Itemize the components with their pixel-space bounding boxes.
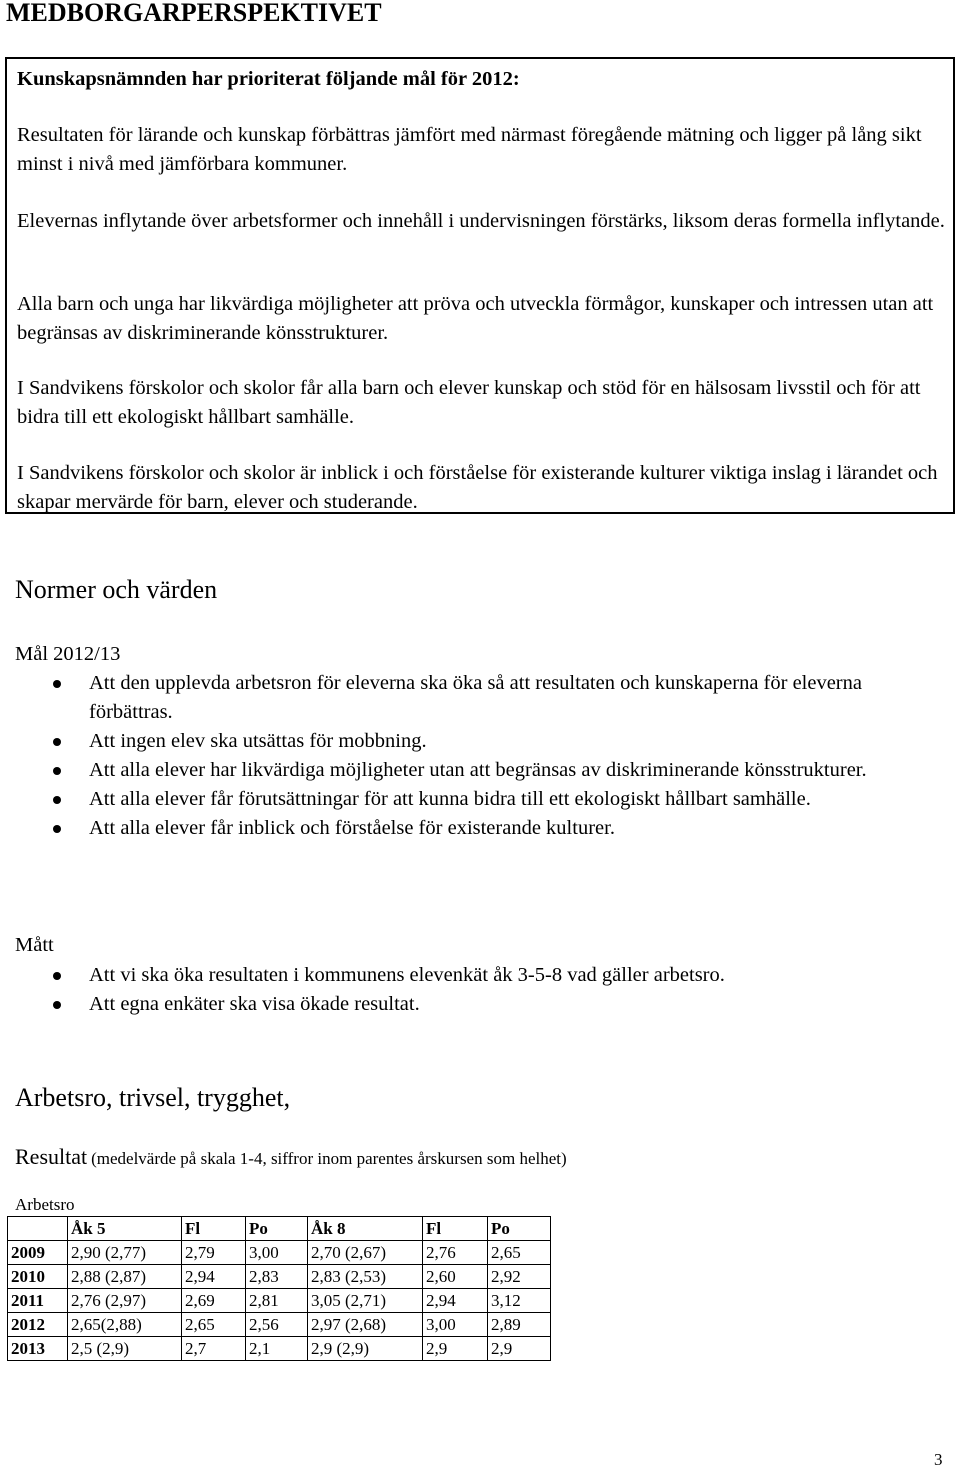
column-header: Po bbox=[488, 1217, 551, 1241]
table-cell: 2,56 bbox=[246, 1313, 308, 1337]
bullet-icon bbox=[53, 767, 61, 775]
table-cell: 2,7 bbox=[182, 1337, 246, 1361]
result-note: (medelvärde på skala 1-4, siffror inom parentes årskursen som helhet) bbox=[91, 1149, 567, 1168]
table-cell: 2013 bbox=[8, 1337, 68, 1361]
result-line bbox=[15, 1142, 567, 1175]
goal-paragraph: Resultaten för lärande och kunskap förbättras jämfört med närmast föregående mätning och ligger på lång sikt minst i nivå med jämförbara kommuner. bbox=[17, 124, 922, 175]
table-cell: 2,9 (2,9) bbox=[308, 1337, 423, 1361]
bullet-icon bbox=[53, 738, 61, 746]
bullet-icon bbox=[53, 680, 61, 688]
table-cell: 2,76 (2,97) bbox=[68, 1289, 182, 1313]
table-row bbox=[8, 1289, 551, 1313]
table-row bbox=[8, 1337, 551, 1361]
column-header bbox=[8, 1217, 68, 1241]
table-cell: 2010 bbox=[8, 1265, 68, 1289]
column-header: Åk 8 bbox=[308, 1217, 423, 1241]
table-row bbox=[8, 1313, 551, 1337]
table-header-row bbox=[8, 1217, 551, 1241]
table-cell: 2,92 bbox=[488, 1265, 551, 1289]
column-header: Fl bbox=[182, 1217, 246, 1241]
table-cell: 2,69 bbox=[182, 1289, 246, 1313]
bullet-icon bbox=[53, 1001, 61, 1009]
goal-paragraph: Alla barn och unga har likvärdiga möjligheter att pröva och utveckla förmågor, kunskaper och intressen utan att begränsas av diskriminerande könsstrukturer. bbox=[17, 293, 934, 344]
bullet-icon bbox=[53, 796, 61, 804]
table-cell: 2,65 bbox=[488, 1241, 551, 1265]
list-item: Att egna enkäter ska visa ökade resultat. bbox=[0, 990, 929, 1019]
table-cell: 2011 bbox=[8, 1289, 68, 1313]
table-cell: 2,70 (2,67) bbox=[308, 1241, 423, 1265]
goals-label: Mål 2012/13 bbox=[15, 643, 121, 665]
measures-label: Mått bbox=[15, 934, 54, 956]
table-cell: 2,5 (2,9) bbox=[68, 1337, 182, 1361]
list-item: Att alla elever får inblick och förståelse för existerande kulturer. bbox=[0, 814, 929, 843]
column-header: Åk 5 bbox=[68, 1217, 182, 1241]
table-cell: 2,94 bbox=[182, 1265, 246, 1289]
table-cell: 2,9 bbox=[423, 1337, 488, 1361]
page-number: 3 bbox=[934, 1450, 943, 1469]
table-cell: 2,97 (2,68) bbox=[308, 1313, 423, 1337]
page-heading: MEDBORGARPERSPEKTIVET bbox=[6, 0, 382, 27]
goal-paragraph: I Sandvikens förskolor och skolor är inblick i och förståelse för existerande kulturer viktiga inslag i lärandet och skapar mervärde för barn, elever och studerande. bbox=[17, 462, 938, 513]
table-cell: 2,90 (2,77) bbox=[68, 1241, 182, 1265]
table-cell: 2012 bbox=[8, 1313, 68, 1337]
normer-heading: Normer och värden bbox=[15, 575, 218, 604]
arbetsro-table bbox=[7, 1216, 551, 1361]
priority-goals-box bbox=[5, 57, 955, 514]
table-cell: 3,05 (2,71) bbox=[308, 1289, 423, 1313]
bullet-icon bbox=[53, 825, 61, 833]
list-item: Att vi ska öka resultaten i kommunens elevenkät åk 3-5-8 vad gäller arbetsro. bbox=[0, 961, 929, 990]
table-cell: 2009 bbox=[8, 1241, 68, 1265]
table-cell: 2,76 bbox=[423, 1241, 488, 1265]
list-item: Att den upplevda arbetsron för eleverna ska öka så att resultaten och kunskaperna för eleverna förbättras. bbox=[0, 669, 929, 727]
table-cell: 2,60 bbox=[423, 1265, 488, 1289]
table-cell: 3,00 bbox=[423, 1313, 488, 1337]
table-cell: 2,89 bbox=[488, 1313, 551, 1337]
table-cell: 2,9 bbox=[488, 1337, 551, 1361]
table-cell: 3,00 bbox=[246, 1241, 308, 1265]
list-item: Att ingen elev ska utsättas för mobbning. bbox=[0, 727, 929, 756]
table-cell: 2,65(2,88) bbox=[68, 1313, 182, 1337]
table-cell: 2,65 bbox=[182, 1313, 246, 1337]
table-cell: 2,83 bbox=[246, 1265, 308, 1289]
table-cell: 3,12 bbox=[488, 1289, 551, 1313]
goals-box-title: Kunskapsnämnden har prioriterat följande mål för 2012: bbox=[17, 68, 520, 90]
table-cell: 2,79 bbox=[182, 1241, 246, 1265]
table-cell: 2,1 bbox=[246, 1337, 308, 1361]
column-header: Po bbox=[246, 1217, 308, 1241]
table-cell: 2,83 (2,53) bbox=[308, 1265, 423, 1289]
list-item: Att alla elever får förutsättningar för att kunna bidra till ett ekologiskt hållbart samhälle. bbox=[0, 785, 929, 814]
table-row bbox=[8, 1265, 551, 1289]
list-item: Att alla elever har likvärdiga möjligheter utan att begränsas av diskriminerande könsstrukturer. bbox=[0, 756, 929, 785]
arbetsro-heading: Arbetsro, trivsel, trygghet, bbox=[15, 1083, 291, 1112]
goal-paragraph: Elevernas inflytande över arbetsformer och innehåll i undervisningen förstärks, liksom deras formella inflytande. bbox=[17, 210, 945, 232]
table-row bbox=[8, 1241, 551, 1265]
table-caption: Arbetsro bbox=[15, 1195, 75, 1214]
result-label: Resultat bbox=[15, 1144, 88, 1169]
goals-list bbox=[0, 669, 960, 843]
table-cell: 2,81 bbox=[246, 1289, 308, 1313]
measures-list bbox=[0, 961, 960, 1019]
goal-paragraph: I Sandvikens förskolor och skolor får alla barn och elever kunskap och stöd för en hälsosam livsstil och för att bidra till ett ekologiskt hållbart samhälle. bbox=[17, 377, 921, 428]
bullet-icon bbox=[53, 972, 61, 980]
table-cell: 2,94 bbox=[423, 1289, 488, 1313]
table-cell: 2,88 (2,87) bbox=[68, 1265, 182, 1289]
column-header: Fl bbox=[423, 1217, 488, 1241]
